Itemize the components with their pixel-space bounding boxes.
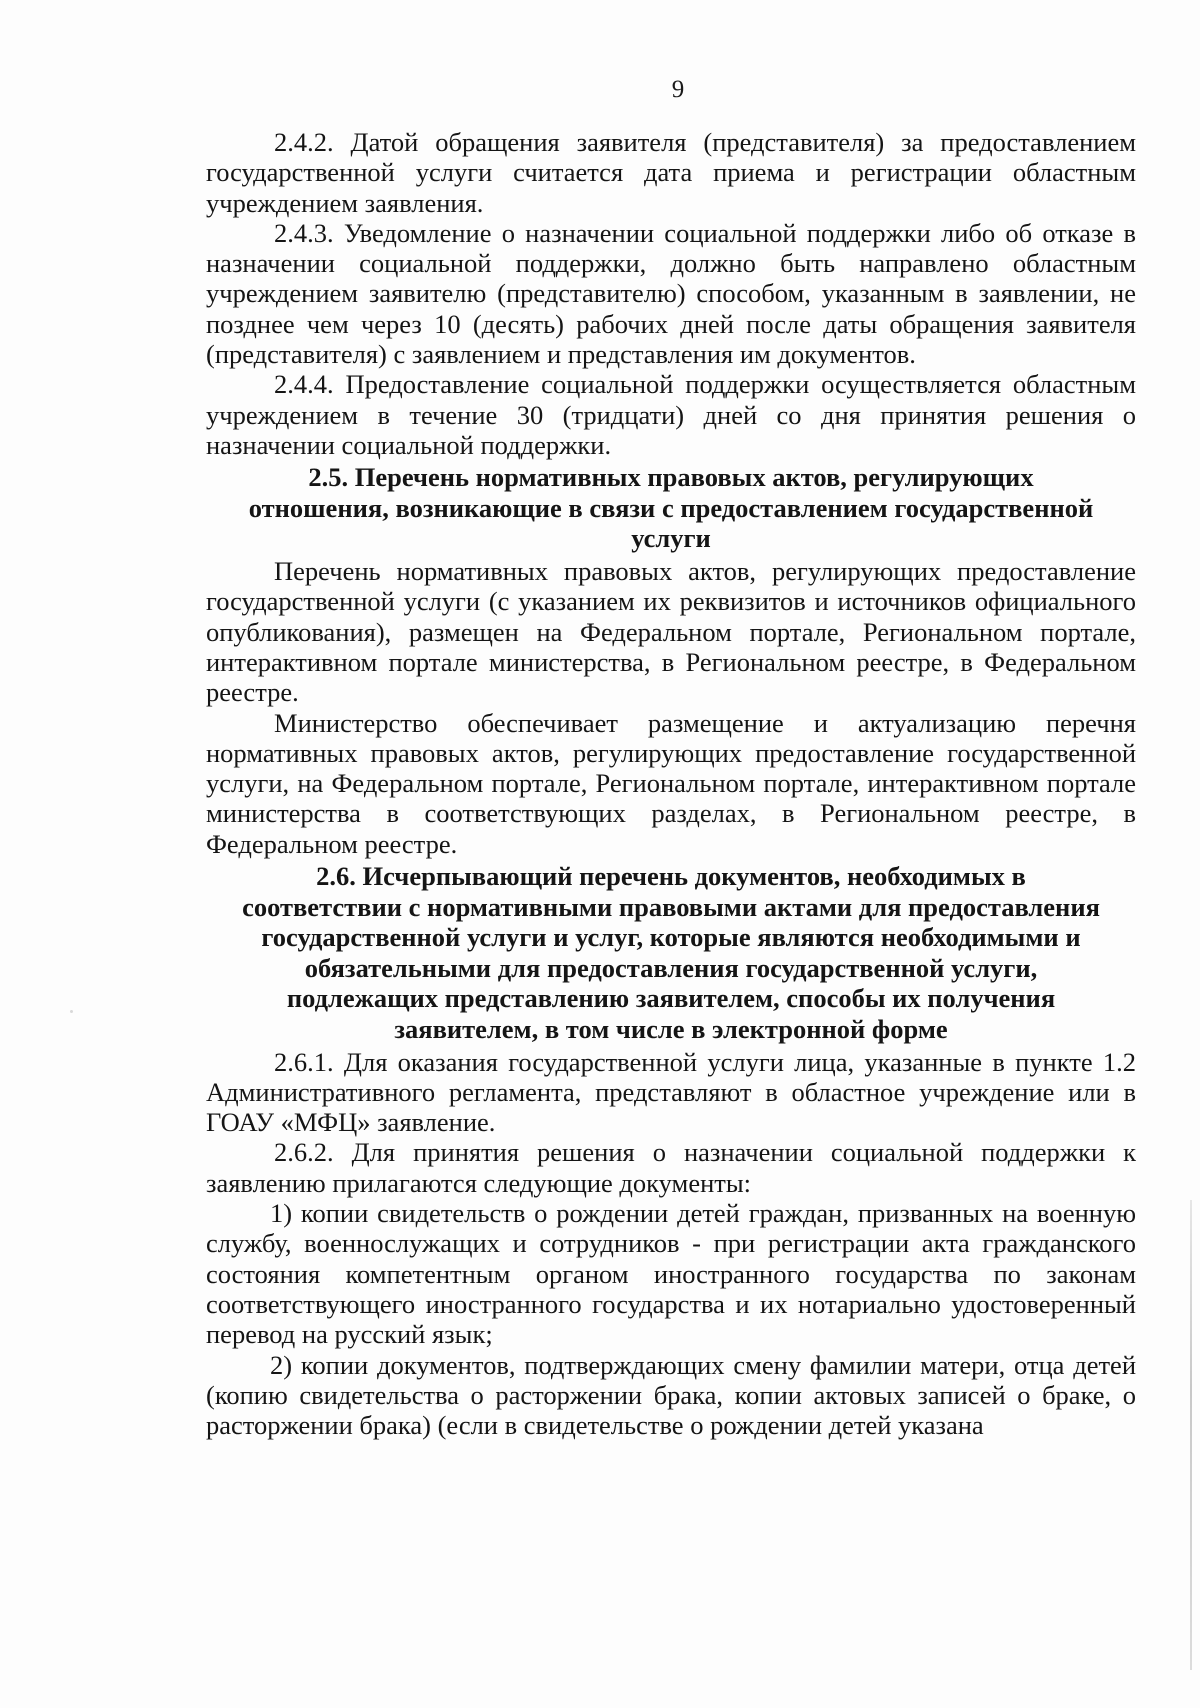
paragraph-2-5-list: Перечень нормативных правовых актов, регулирующих предоставление государственной услуги (с указанием их реквизитов и источников официального опубликования), размещен на Федеральном портале, Региональном портале, интерактивном портале министерства, в Региональном реестре, в Федеральном реестре. xyxy=(206,556,1136,708)
paragraph-2-4-3: 2.4.3. Уведомление о назначении социальной поддержки либо об отказе в назначении социальной поддержки, должно быть направлено областным учреждением заявителю (представителю) способом, указанным в заявлении, не позднее чем через 10 (десять) рабочих дней после даты обращения заявителя (представителя) с заявлением и представления им документов. xyxy=(206,217,1136,370)
paragraph-2-4-2: 2.4.2. Датой обращения заявителя (представителя) за предоставлением государственной услуги считается дата приема и регистрации областным учреждением заявления. xyxy=(206,127,1136,218)
document-body xyxy=(206,127,1136,1440)
paragraph-2-4-4: 2.4.4. Предоставление социальной поддержки осуществляется областным учреждением в течение 30 (тридцати) дней со дня принятия решения о назначении социальной поддержки. xyxy=(206,369,1136,460)
section-heading-2-5: 2.5. Перечень нормативных правовых актов, регулирующих отношения, возникающие в связи с предоставлением государственной услуги xyxy=(248,462,1094,554)
paragraph-2-5-ministry: Министерство обеспечивает размещение и актуализацию перечня нормативных правовых актов, регулирующих предоставление государственной услуги, на Федеральном портале, Региональном портале, интерактивном портале министерства в соответствующих разделах, в Региональном реестре, в Федеральном реестре. xyxy=(206,707,1136,859)
paragraph-2-6-2: 2.6.2. Для принятия решения о назначении социальной поддержки к заявлению прилагаются следующие документы: xyxy=(206,1137,1136,1198)
scan-edge-line xyxy=(1190,1200,1192,1670)
paragraph-2-6-1: 2.6.1. Для оказания государственной услуги лица, указанные в пункте 1.2 Административного регламента, представляют в областное учреждение или в ГОАУ «МФЦ» заявление. xyxy=(206,1046,1136,1138)
page-number: 9 xyxy=(671,76,685,103)
section-heading-2-6: 2.6. Исчерпывающий перечень документов, необходимых в соответствии с нормативными правовыми актами для предоставления государственной услуги и услуг, которые являются необходимыми и обязательными для предоставления государственной услуги, подлежащих представлению заявителем, способы их получения заявителем, в том числе в электронной форме xyxy=(242,861,1100,1044)
list-item-1: 1) копии свидетельств о рождении детей граждан, призванных на военную службу, военнослужащих и сотрудников - при регистрации акта гражданского состояния компетентным органом иностранного государства по законам соответствующего иностранного государства и их нотариально удостоверенный перевод на русский язык; xyxy=(206,1198,1136,1350)
scan-artifact xyxy=(70,1010,73,1013)
list-item-2: 2) копии документов, подтверждающих смену фамилии матери, отца детей (копию свидетельства о расторжении брака, копии актовых записей о браке, о расторжении брака) (если в свидетельстве о рождении детей указана xyxy=(206,1349,1136,1441)
